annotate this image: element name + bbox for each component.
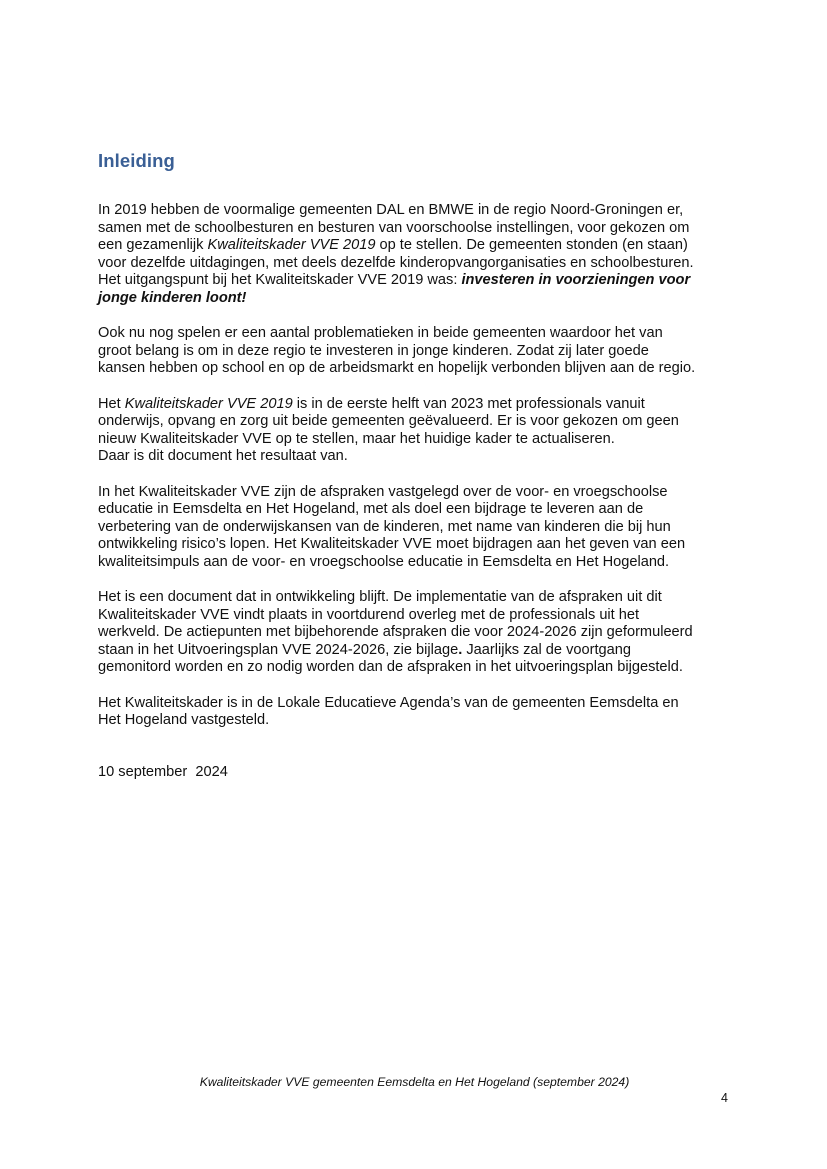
text-run: verbetering van de onderwijskansen van de kinderen, met name van kinderen die bij hun — [98, 518, 671, 535]
text-line — [98, 325, 738, 343]
emphasized-text: Kwaliteitskader VVE 2019 — [124, 395, 293, 412]
text-line — [98, 220, 738, 238]
text-line — [98, 554, 738, 572]
text-run: Het uitgangspunt bij het Kwaliteitskader VVE 2019 was: — [98, 272, 462, 289]
text-run: werkveld. De actiepunten met bijbehorende afspraken die voor 2024-2026 zijn geformuleerd — [98, 624, 693, 641]
text-line — [98, 589, 738, 607]
text-run: ontwikkeling risico’s lopen. Het Kwaliteitskader VVE moet bijdragen aan het geven van een — [98, 536, 686, 553]
paragraph — [98, 202, 738, 308]
emphasized-text: jonge kinderen loont! — [98, 289, 247, 306]
body-text — [98, 202, 738, 747]
text-run: samen met de schoolbesturen en besturen van voorschoolse instellingen, voor gekozen om — [98, 219, 690, 236]
text-line — [98, 659, 738, 677]
text-run: kansen hebben op school en op de arbeidsmarkt en hopelijk verbonden blijven aan de regio. — [98, 360, 696, 377]
text-run: In 2019 hebben de voormalige gemeenten DAL en BMWE in de regio Noord-Groningen er, — [98, 202, 684, 218]
text-line — [98, 237, 738, 255]
paragraph — [98, 325, 738, 378]
text-run: nieuw Kwaliteitskader VVE op te stellen, maar het huidige kader te actualiseren. — [98, 430, 615, 447]
text-line — [98, 624, 738, 642]
text-line — [98, 484, 738, 502]
text-run: kwaliteitsimpuls aan de voor- en vroegschoolse educatie in Eemsdelta en Het Hogeland. — [98, 553, 670, 570]
text-line — [98, 360, 738, 378]
text-line — [98, 396, 738, 414]
paragraph — [98, 396, 738, 466]
text-run: groot belang is om in deze regio te investeren in jonge kinderen. Zodat zij later goede — [98, 342, 649, 359]
paragraph — [98, 695, 738, 730]
text-run: onderwijs, opvang en zorg uit beide gemeenten geëvalueerd. Er is voor gekozen om geen — [98, 413, 679, 430]
text-run: In het Kwaliteitskader VVE zijn de afspraken vastgelegd over de voor- en vroegschoolse — [98, 483, 668, 500]
text-run: Het — [98, 395, 125, 412]
text-run: Ook nu nog spelen er een aantal problematieken in beide gemeenten waardoor het van — [98, 325, 663, 342]
text-run: Het Kwaliteitskader is in de Lokale Educatieve Agenda’s van de gemeenten Eemsdelta en — [98, 694, 679, 711]
text-run: Jaarlijks zal de voortgang — [462, 641, 632, 658]
text-run: voor dezelfde uitdagingen, met deels dezelfde kinderopvangorganisaties en schoolbesturen. — [98, 254, 694, 271]
text-line — [98, 290, 738, 308]
text-line — [98, 202, 738, 220]
text-run: Het is een document dat in ontwikkeling blijft. De implementatie van de afspraken uit dit — [98, 589, 662, 606]
text-run: educatie in Eemsdelta en Het Hogeland, met als doel een bijdrage te leveren aan de — [98, 501, 644, 518]
text-run: gemonitord worden en zo nodig worden dan de afspraken in het uitvoeringsplan bijgesteld. — [98, 659, 683, 676]
text-line — [98, 255, 738, 273]
text-line — [98, 272, 738, 290]
paragraph — [98, 484, 738, 572]
text-line — [98, 536, 738, 554]
text-line — [98, 431, 738, 449]
text-line — [98, 607, 738, 625]
text-line — [98, 413, 738, 431]
text-run: op te stellen. De gemeenten stonden (en staan) — [375, 237, 688, 254]
document-date: 10 september 2024 — [98, 764, 228, 780]
text-line — [98, 642, 738, 660]
page-title: Inleiding — [98, 150, 175, 171]
text-run: Daar is dit document het resultaat van. — [98, 448, 348, 465]
paragraph — [98, 589, 738, 677]
text-run: een gezamenlijk — [98, 237, 208, 254]
text-line — [98, 519, 738, 537]
text-line — [98, 695, 738, 713]
page-footer — [0, 1075, 827, 1089]
text-run: Het Hogeland vastgesteld. — [98, 712, 270, 729]
emphasized-text: Kwaliteitskader VVE 2019 — [207, 237, 376, 254]
text-line — [98, 343, 738, 361]
footer-text: Kwaliteitskader VVE gemeenten Eemsdelta en Het Hogeland (september 2024) — [199, 1075, 630, 1089]
text-run: staan in het Uitvoeringsplan VVE 2024-2026, zie bijlage — [98, 641, 459, 658]
page-number: 4 — [721, 1091, 728, 1105]
text-line — [98, 448, 738, 466]
text-line — [98, 501, 738, 519]
emphasized-text: investeren in voorzieningen voor — [461, 272, 691, 289]
text-line — [98, 712, 738, 730]
text-run: is in de eerste helft van 2023 met professionals vanuit — [292, 395, 645, 412]
emphasized-text: . — [458, 641, 463, 658]
text-run: Kwaliteitskader VVE vindt plaats in voortdurend overleg met de professionals uit het — [98, 606, 640, 623]
